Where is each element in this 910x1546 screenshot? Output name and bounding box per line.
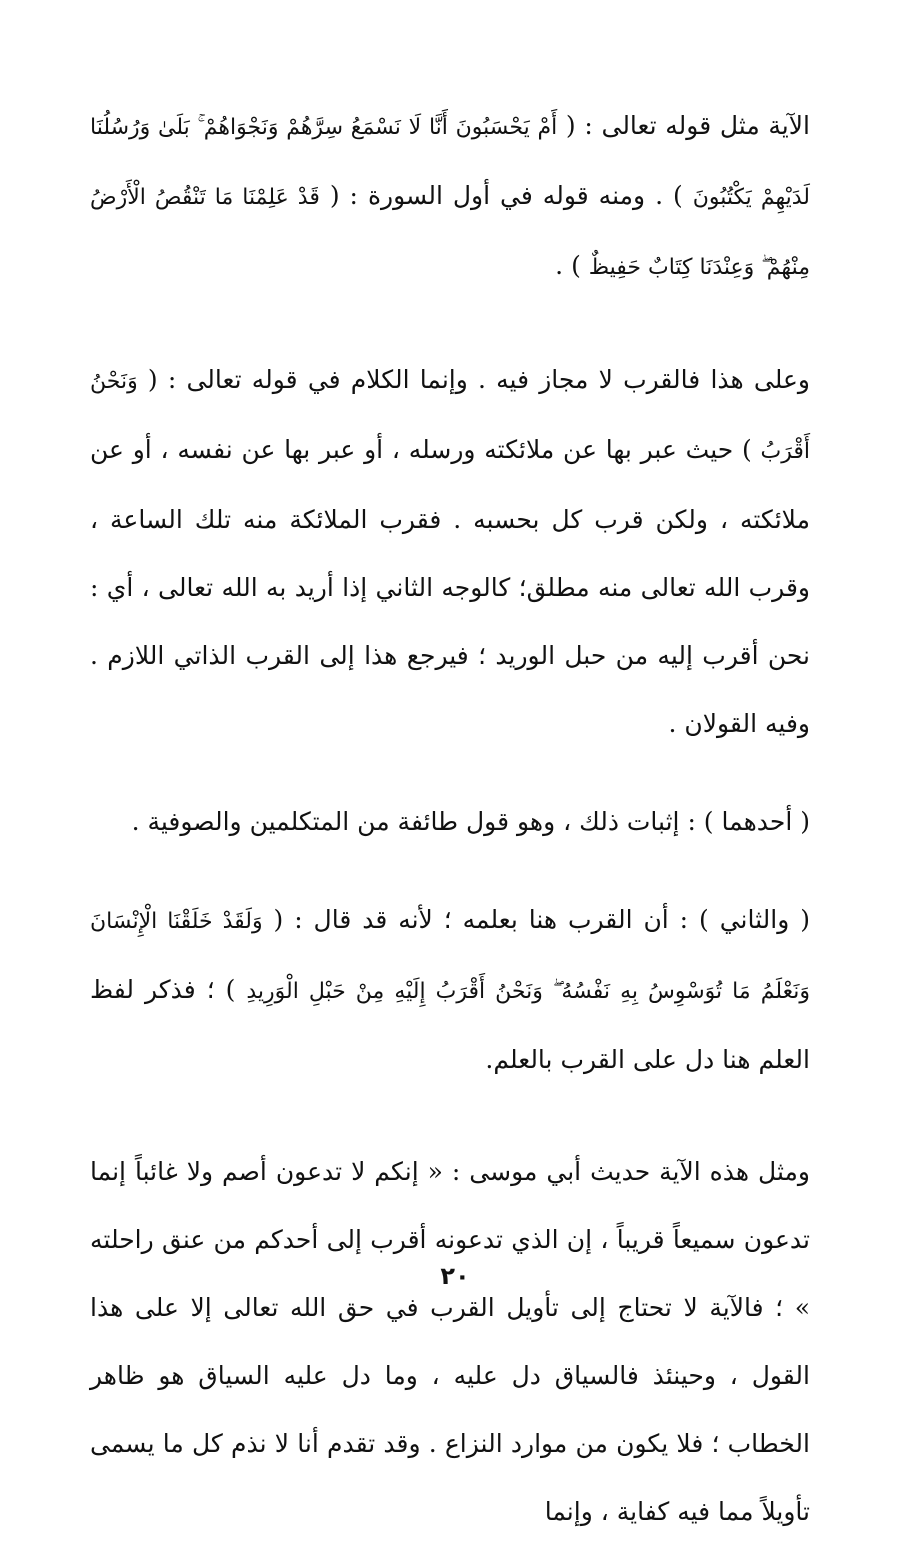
page-body (90, 92, 810, 1546)
page-number: ٢٠ (440, 1262, 470, 1290)
paragraph-text: ( والثاني ) : أن القرب هنا بعلمه ؛ لأنه قد قال : ( (262, 905, 810, 934)
quran-verse: وَلَقَدْ خَلَقْنَا الْإِنْسَانَ وَنَعْلَمُ مَا تُوَسْوِسُ بِهِ نَفْسُهُ ۖ وَنَحْنُ أَقْرَبُ إِلَيْهِ مِنْ حَبْلِ الْوَرِيدِ (90, 909, 810, 1004)
paragraph-spacer (90, 856, 810, 886)
paragraph-2 (90, 346, 810, 758)
paragraph-text: ) . (555, 251, 589, 280)
paragraph-text: ) ؛ فذكر لفظ العلم هنا دل على القرب بالعلم. (90, 975, 810, 1074)
paragraph-spacer (90, 758, 810, 788)
paragraph-text: وعلى هذا فالقرب لا مجاز فيه . وإنما الكلام في قوله تعالى : ( (137, 365, 810, 394)
paragraph-3 (90, 788, 810, 856)
paragraph-5 (90, 1138, 810, 1546)
paragraph-spacer (90, 302, 810, 346)
paragraph-text: ) . ومنه قوله في أول السورة : ( (319, 181, 693, 210)
quran-verse: وَنَحْنُ أَقْرَبُ (90, 369, 810, 464)
paragraph-text: ( أحدهما ) : إثبات ذلك ، وهو قول طائفة من المتكلمين والصوفية . (131, 807, 810, 836)
paragraph-4 (90, 886, 810, 1094)
paragraph-text: ومثل هذه الآية حديث أبي موسى : « إنكم لا تدعون أصم ولا غائباً إنما تدعون سميعاً قريباً ، إن الذي تدعونه أقرب إلى أحدكم من عنق راحلته » ؛ فالآية لا تحتاج إلى تأويل القرب في حق الله تعالى إلا على هذا القول ، وحينئذ فالسياق دل عليه ، وما دل عليه السياق هو ظاهر الخطاب ؛ فلا يكون من موارد النزاع . وقد تقدم أنا لا نذم كل ما يسمى تأويلاً مما فيه كفاية ، وإنما (90, 1157, 810, 1526)
quran-verse: أَمْ يَحْسَبُونَ أَنَّا لَا نَسْمَعُ سِرَّهُمْ وَنَجْوَاهُمْ ۚ بَلَىٰ وَرُسُلُنَا لَدَيْهِمْ يَكْتُبُونَ (90, 115, 810, 210)
paragraph-text: الآية مثل قوله تعالى : ( (557, 111, 810, 140)
quran-verse: قَدْ عَلِمْنَا مَا تَنْقُصُ الْأَرْضُ مِنْهُمْ ۖ وَعِنْدَنَا كِتَابٌ حَفِيظٌ (90, 185, 810, 280)
paragraph-1 (90, 92, 810, 302)
paragraph-text: ) حيث عبر بها عن ملائكته ورسله ، أو عبر بها عن نفسه ، أو عن ملائكته ، ولكن قرب كل بحسبه . فقرب الملائكة منه تلك الساعة ، وقرب الله تعالى منه مطلق؛ كالوجه الثاني إذا أريد به الله تعالى ، أي : نحن أقرب إليه من حبل الوريد ؛ فيرجع هذا إلى القرب الذاتي اللازم . وفيه القولان . (90, 435, 810, 738)
paragraph-spacer (90, 1094, 810, 1138)
